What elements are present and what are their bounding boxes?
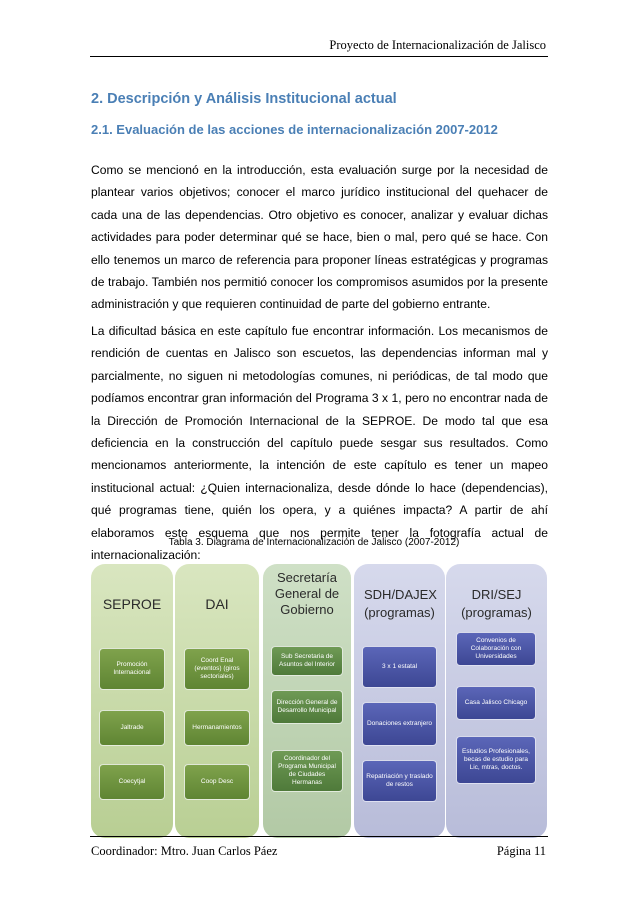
column-title: DRI/SEJ (programas)	[461, 587, 532, 620]
column-title: DAI	[205, 596, 229, 612]
column-title: SEPROE	[102, 596, 162, 612]
diagram-node: Hermanamientos	[184, 710, 250, 746]
header-title: Proyecto de Internacionalización de Jalisco	[329, 38, 546, 52]
diagram-node: Donaciones extranjero	[362, 702, 437, 746]
internationalization-diagram	[91, 564, 547, 840]
diagram-node: Promoción Internacional	[99, 648, 165, 690]
footer-divider	[90, 836, 548, 837]
diagram-node: Repatriación y traslado de restos	[362, 760, 437, 802]
diagram-node: Dirección General de Desarrollo Municipal	[271, 690, 343, 724]
diagram-node: 3 x 1 estatal	[362, 646, 437, 688]
diagram-node: Coord Enal (eventos) (giros sectoriales)	[184, 648, 250, 690]
diagram-node: Sub Secretaria de Asuntos del Interior	[271, 646, 343, 676]
section-heading: 2. Descripción y Análisis Institucional actual	[91, 91, 397, 107]
header-divider	[90, 56, 548, 57]
diagram-node: Coordinador del Programa Municipal de Ciudades Hermanas	[271, 750, 343, 792]
subsection-heading: 2.1. Evaluación de las acciones de internacionalización 2007-2012	[91, 122, 498, 137]
diagram-node: Coecytjal	[99, 764, 165, 800]
diagram-node: Casa Jalisco Chicago	[456, 686, 536, 720]
diagram-node: Estudios Profesionales, becas de estudio para Lic, mtras, doctos.	[456, 736, 536, 784]
diagram-node: Jaltrade	[99, 710, 165, 746]
diagram-column-secretaria	[263, 564, 351, 838]
page-number: Página 11	[496, 844, 546, 858]
column-title: Secretaría General de Gobierno	[274, 570, 340, 617]
diagram-node: Coop Desc	[184, 764, 250, 800]
diagram-column-sdh-dajex	[354, 564, 445, 838]
footer-author: Coordinador: Mtro. Juan Carlos Páez	[91, 844, 278, 858]
paragraph-2: La dificultad básica en este capítulo fue encontrar información. Los mecanismos de rendición de cuentas en Jalisco son escuetos, las dependencias informan mal y parcialmente, no siguen ni metodologías comunes, ni periódicas, de tal modo que podíamos encontrar gran información del Programa 3 x 1, pero no encontrar nada de la Dirección de Promoción Internacional de la SEPROE. De modo tal que esa deficiencia en la construcción del capítulo puede sesgar sus resultados. Como mencionamos anteriormente, la intención de este capítulo es tener un mapeo institucional actual: ¿Quien internacionaliza, desde dónde lo hace (dependencias), qué programas tiene, quién los opera, y a quiénes impacta? A partir de ahí elaboramos este esquema que nos permite tener la fotografía actual de internacionalización:	[91, 324, 548, 563]
diagram-column-dai	[175, 564, 259, 838]
paragraph-1: Como se mencionó en la introducción, esta evaluación surge por la necesidad de plantear varios objetivos; conocer el marco jurídico institucional del quehacer de cada una de las dependencias. Otro objetivo es conocer, analizar y evaluar dichas actividades para poder determinar qué se hace, bien o mal, pero qué se hace. Con ello tenemos un marco de referencia para proponer líneas estratégicas y programas de trabajo. También nos permitió conocer los compromisos asumidos por la presente administración y que requieren continuidad de parte del gobierno entrante.	[91, 163, 548, 312]
table-caption: Tabla 3. Diagrama de Internacionalización de Jalisco (2007-2012)	[168, 537, 460, 548]
diagram-column-seproe	[91, 564, 173, 838]
diagram-node: Convenios de Colaboración con Universidades	[456, 632, 536, 666]
column-title: SDH/DAJEX (programas)	[364, 587, 437, 620]
diagram-column-dri-sej	[446, 564, 547, 838]
